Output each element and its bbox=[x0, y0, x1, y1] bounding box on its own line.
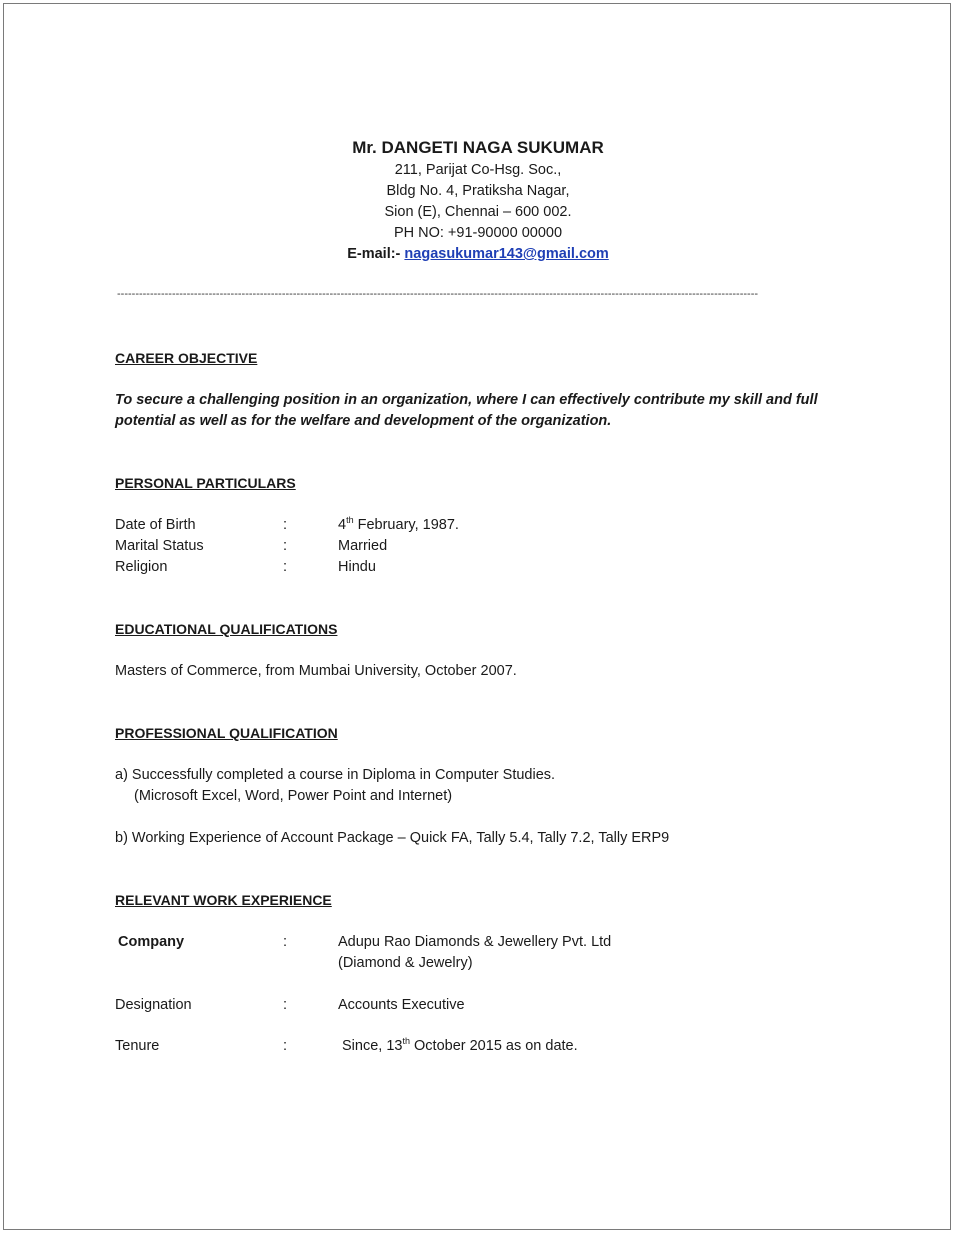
work-experience-heading: RELEVANT WORK EXPERIENCE bbox=[115, 892, 332, 908]
religion-colon: : bbox=[283, 559, 288, 575]
career-objective-heading: CAREER OBJECTIVE bbox=[115, 350, 258, 366]
tenure-label: Tenure bbox=[115, 1038, 160, 1054]
email-link[interactable]: nagasukumar143@gmail.com bbox=[404, 246, 609, 262]
company-colon: : bbox=[283, 934, 288, 950]
objective-line-1: To secure a challenging position in an organization, where I can effectively contribute my skill and full bbox=[115, 392, 818, 408]
designation-value: Accounts Executive bbox=[338, 997, 465, 1013]
tenure-pre: Since, 13 bbox=[342, 1038, 403, 1054]
dob-suffix: th bbox=[346, 515, 354, 526]
religion-value: Hindu bbox=[338, 559, 376, 575]
professional-item-a: a) Successfully completed a course in Diploma in Computer Studies. bbox=[115, 767, 556, 783]
address-line-2: Bldg No. 4, Pratiksha Nagar, bbox=[386, 183, 570, 199]
education-line-1: Masters of Commerce, from Mumbai University, October 2007. bbox=[115, 663, 517, 679]
dob-rest: February, 1987. bbox=[353, 517, 459, 533]
dob-day: 4 bbox=[338, 517, 347, 533]
marital-status-label: Marital Status bbox=[115, 538, 204, 554]
tenure-rest: October 2015 as on date. bbox=[409, 1038, 578, 1054]
company-label: Company bbox=[118, 934, 185, 950]
email-row bbox=[0, 246, 956, 262]
address-line-3: Sion (E), Chennai – 600 002. bbox=[384, 204, 572, 220]
dob-value bbox=[338, 517, 459, 533]
personal-particulars-heading: PERSONAL PARTICULARS bbox=[115, 475, 296, 491]
phone-number: PH NO: +91-90000 00000 bbox=[393, 225, 563, 241]
candidate-name: Mr. DANGETI NAGA SUKUMAR bbox=[352, 138, 604, 157]
email-label: E-mail:- bbox=[347, 246, 405, 262]
designation-colon: : bbox=[283, 997, 288, 1013]
professional-item-a-sub: (Microsoft Excel, Word, Power Point and Internet) bbox=[134, 788, 453, 804]
tenure-value bbox=[342, 1038, 578, 1054]
marital-status-colon: : bbox=[283, 538, 288, 554]
education-heading: EDUCATIONAL QUALIFICATIONS bbox=[115, 621, 338, 637]
professional-item-b: b) Working Experience of Account Package – Quick FA, Tally 5.4, Tally 7.2, Tally ERP9 bbox=[115, 830, 670, 846]
dob-colon: : bbox=[283, 517, 288, 533]
tenure-suffix: th bbox=[402, 1036, 410, 1047]
dob-label: Date of Birth bbox=[115, 517, 196, 533]
company-value: Adupu Rao Diamonds & Jewellery Pvt. Ltd bbox=[338, 934, 612, 950]
address-line-1: 211, Parijat Co-Hsg. Soc., bbox=[394, 162, 562, 178]
objective-line-2: potential as well as for the welfare and development of the organization. bbox=[115, 413, 612, 429]
religion-label: Religion bbox=[115, 559, 168, 575]
marital-status-value: Married bbox=[338, 538, 388, 554]
header-divider: ------------------------------------------------------------------------------------------------------------------------------------------------------------------------------- bbox=[117, 288, 759, 300]
tenure-colon: : bbox=[283, 1038, 288, 1054]
professional-heading: PROFESSIONAL QUALIFICATION bbox=[115, 725, 338, 741]
designation-label: Designation bbox=[115, 997, 192, 1013]
company-sub: (Diamond & Jewelry) bbox=[338, 955, 473, 971]
